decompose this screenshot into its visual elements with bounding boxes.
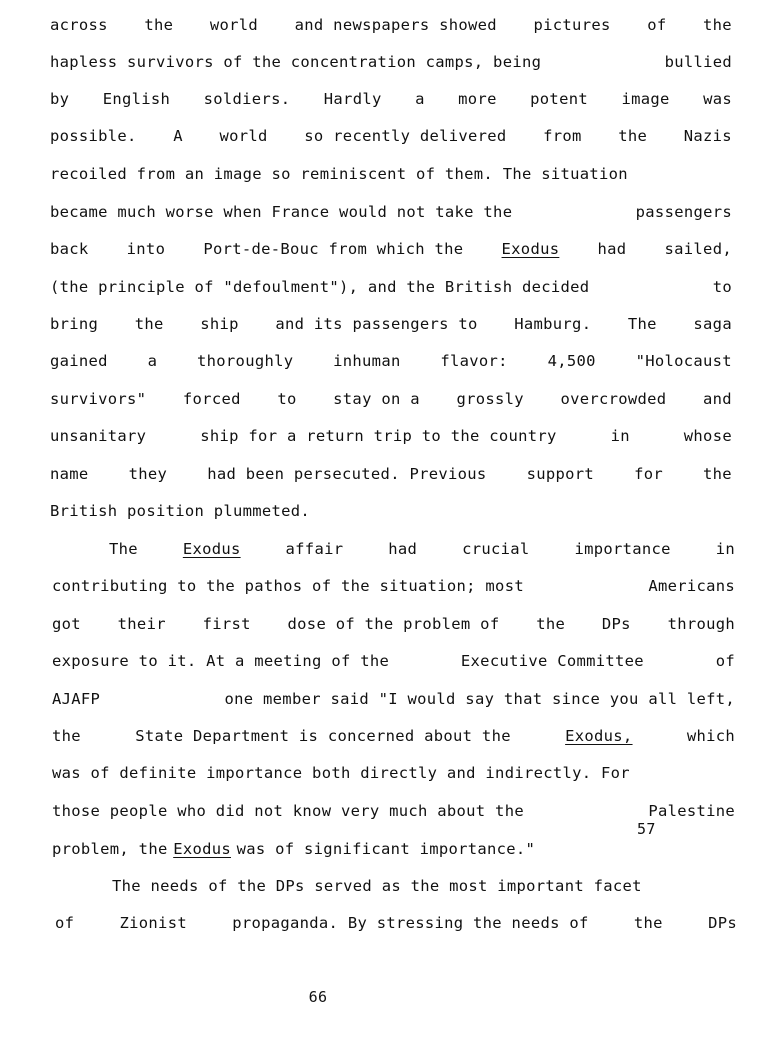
- text-line: British position plummeted.: [50, 502, 311, 520]
- footnote-marker: 57: [637, 820, 656, 838]
- text-line: exposure to it. At a meeting of the Executive Committee of: [52, 652, 735, 670]
- text-line: The needs of the DPs served as the most important facet: [112, 877, 642, 895]
- text-line: survivors" forced to stay on a grossly overcrowded and: [50, 390, 732, 408]
- text-line: name they had been persecuted. Previous support for the: [50, 465, 732, 483]
- text-line: hapless survivors of the concentration camps, being bullied: [50, 53, 732, 71]
- text-line: contributing to the pathos of the situation; most Americans: [52, 577, 735, 595]
- text-line: back into Port-de-Bouc from which the Exodus had sailed,: [50, 240, 732, 258]
- text-line: by English soldiers. Hardly a more potent image was: [50, 90, 732, 108]
- text-line: recoiled from an image so reminiscent of them. The situation: [50, 165, 628, 183]
- text-line: (the principle of "defoulment"), and the British decided to: [50, 278, 732, 296]
- text-line: problem, the Exodus was of significant importance.": [52, 840, 536, 858]
- text-line: unsanitary ship for a return trip to the country in whose: [50, 427, 732, 445]
- ship-name: Exodus: [173, 840, 231, 858]
- text-line: across the world and newspapers showed pictures of the: [50, 16, 732, 34]
- text-line: possible. A world so recently delivered from the Nazis: [50, 127, 732, 145]
- ship-name: Exodus,: [565, 727, 633, 745]
- text-line: those people who did not know very much about the Palestine: [52, 802, 735, 820]
- ship-name: Exodus: [501, 240, 560, 258]
- text-line: got their first dose of the problem of the DPs through: [52, 615, 735, 633]
- text-line: was of definite importance both directly and indirectly. For: [52, 764, 630, 782]
- text-line: of Zionist propaganda. By stressing the needs of the DPs: [55, 914, 737, 932]
- text-line: AJAFP one member said "I would say that since you all left,: [52, 690, 735, 708]
- page-number: 66: [308, 988, 328, 1006]
- text-line: gained a thoroughly inhuman flavor: 4,500 "Holocaust: [50, 352, 732, 370]
- text-line: became much worse when France would not take the passengers: [50, 203, 732, 221]
- ship-name: Exodus: [182, 540, 241, 558]
- text-line: the State Department is concerned about the Exodus, which: [52, 727, 735, 745]
- text-line: The Exodus affair had crucial importance in: [109, 540, 735, 558]
- text-line: bring the ship and its passengers to Hamburg. The saga: [50, 315, 732, 333]
